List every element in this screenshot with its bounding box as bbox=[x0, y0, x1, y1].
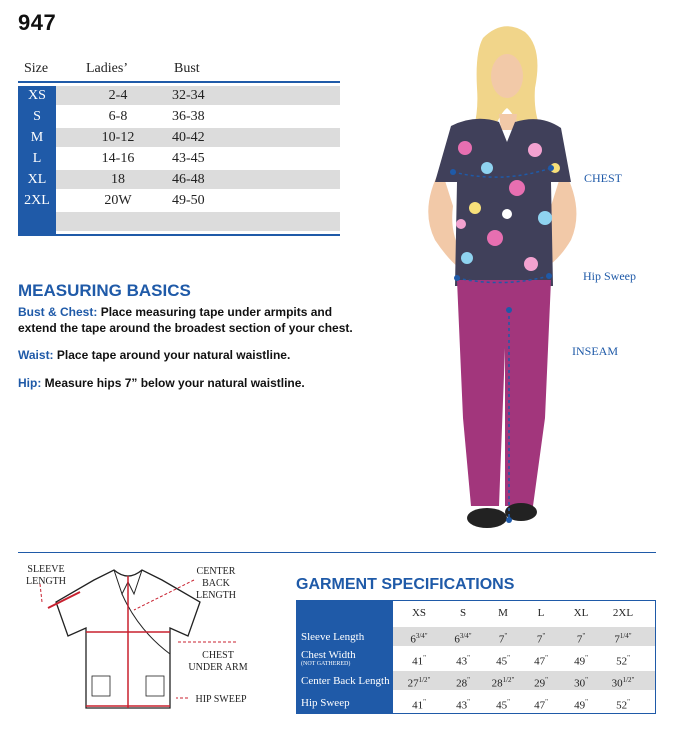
spec-value bbox=[605, 693, 641, 716]
size-row-cells bbox=[56, 107, 340, 126]
spec-value-fraction: " bbox=[627, 654, 630, 662]
spec-value bbox=[563, 693, 599, 716]
bust-value: 32-34 bbox=[172, 88, 205, 103]
spec-value-number: 30 bbox=[611, 677, 623, 690]
bust-value: 46-48 bbox=[172, 172, 205, 187]
left-shoe bbox=[467, 508, 507, 528]
spec-value-fraction: 1/4" bbox=[619, 632, 632, 640]
spec-value-number: 49 bbox=[574, 699, 586, 712]
spec-value bbox=[445, 649, 481, 672]
spec-value-fraction: " bbox=[545, 654, 548, 662]
spec-value-fraction: " bbox=[423, 698, 426, 706]
spec-value bbox=[485, 693, 521, 716]
bust-value: 36-38 bbox=[172, 109, 205, 124]
spec-value-fraction: " bbox=[627, 698, 630, 706]
spec-value bbox=[605, 671, 641, 694]
spec-row bbox=[393, 649, 655, 668]
spec-value-number: 30 bbox=[574, 677, 586, 690]
spec-value-fraction: " bbox=[585, 698, 588, 706]
spec-value-number: 7 bbox=[536, 633, 543, 646]
spec-value-number: 41 bbox=[412, 655, 424, 668]
spec-value bbox=[445, 627, 481, 650]
spec-value-fraction: " bbox=[545, 698, 548, 706]
spec-row-label bbox=[301, 697, 393, 709]
spec-value-number: 45 bbox=[496, 655, 508, 668]
size-row bbox=[18, 212, 340, 231]
ladies-size-value: 10-12 bbox=[101, 130, 135, 145]
spec-value-fraction: " bbox=[507, 654, 510, 662]
bust-chest-instruction bbox=[18, 304, 368, 336]
spec-value-number: 52 bbox=[616, 699, 628, 712]
scrub-pants bbox=[457, 280, 551, 506]
ladies-size-value: 2-4 bbox=[108, 88, 128, 103]
bust-header: Bust bbox=[174, 61, 200, 76]
spec-value bbox=[523, 627, 559, 650]
spec-row-label bbox=[301, 649, 393, 667]
waist-text: Place tape around your natural waistline. bbox=[56, 348, 291, 362]
spec-value bbox=[445, 693, 481, 716]
size-row bbox=[18, 128, 340, 147]
ladies-size-value: 20W bbox=[104, 193, 132, 208]
spec-row bbox=[393, 627, 655, 646]
ladies-size-value: 18 bbox=[111, 172, 125, 187]
spec-row bbox=[393, 693, 655, 712]
spec-value-fraction: " bbox=[582, 632, 586, 640]
size-header: Size bbox=[24, 61, 49, 76]
spec-value bbox=[485, 649, 521, 672]
size-label: 2XL bbox=[24, 193, 50, 208]
spec-size-header: S bbox=[459, 607, 467, 619]
size-label: S bbox=[33, 109, 41, 124]
spec-value bbox=[605, 627, 641, 650]
size-row-cells bbox=[56, 191, 340, 210]
spec-size-header: L bbox=[537, 607, 545, 619]
spec-value-fraction: " bbox=[507, 698, 510, 706]
bust-chest-label: Bust & Chest: bbox=[18, 305, 98, 319]
waist-instruction bbox=[18, 347, 368, 363]
spec-value-fraction: " bbox=[504, 632, 508, 640]
spec-value-number: 28 bbox=[491, 677, 503, 690]
spec-value-number: 27 bbox=[407, 677, 419, 690]
garment-specs-table bbox=[296, 600, 656, 714]
spec-value-fraction: " bbox=[585, 676, 588, 684]
spec-value-number: 6 bbox=[410, 633, 416, 646]
bust-value: 49-50 bbox=[172, 193, 205, 208]
size-row-cells bbox=[56, 128, 340, 147]
size-label: M bbox=[30, 130, 44, 145]
spec-value-fraction: 1/2" bbox=[418, 676, 431, 684]
inseam-callout: INSEAM bbox=[572, 344, 619, 358]
size-row-cells bbox=[56, 86, 340, 105]
spec-value-number: 29 bbox=[534, 677, 546, 690]
size-row-cells bbox=[56, 212, 340, 231]
size-label: L bbox=[32, 151, 42, 166]
size-chart-bottom-rule bbox=[18, 234, 340, 236]
center-back-length-label: CENTER BACK LENGTH bbox=[196, 566, 236, 601]
spec-value bbox=[523, 693, 559, 716]
spec-value-number: 7 bbox=[498, 633, 505, 646]
section-divider bbox=[18, 552, 656, 553]
spec-value-number: 47 bbox=[534, 699, 546, 712]
spec-value-number: 6 bbox=[454, 633, 460, 646]
size-row bbox=[18, 86, 340, 105]
spec-value bbox=[563, 649, 599, 672]
spec-value-number: 41 bbox=[412, 699, 424, 712]
spec-value-fraction: 1/2" bbox=[502, 676, 515, 684]
measuring-basics-title: MEASURING BASICS bbox=[18, 281, 191, 300]
spec-value-fraction: 1/2" bbox=[622, 676, 635, 684]
spec-value-fraction: " bbox=[467, 654, 470, 662]
size-row bbox=[18, 107, 340, 126]
spec-value bbox=[485, 671, 521, 694]
spec-value-number: 7 bbox=[614, 633, 620, 646]
spec-value bbox=[605, 649, 641, 672]
bust-value: 43-45 bbox=[172, 151, 205, 166]
garment-diagram bbox=[18, 558, 278, 734]
spec-value-fraction: " bbox=[585, 654, 588, 662]
hip-instruction bbox=[18, 375, 368, 391]
spec-value-number: 43 bbox=[456, 699, 468, 712]
spec-row-label-text: Hip Sweep bbox=[301, 697, 350, 709]
bust-value: 40-42 bbox=[172, 130, 205, 145]
size-chart-header bbox=[18, 58, 340, 80]
chest-callout: CHEST bbox=[584, 171, 623, 185]
ladies-size-value: 14-16 bbox=[101, 151, 135, 166]
spec-value bbox=[523, 671, 559, 694]
spec-row-sublabel: (NOT GATHERED) bbox=[301, 661, 351, 667]
spec-value-number: 52 bbox=[616, 655, 628, 668]
spec-row-label-text: Chest Width bbox=[301, 649, 356, 661]
spec-value-fraction: " bbox=[467, 676, 470, 684]
spec-value-fraction: " bbox=[545, 676, 548, 684]
spec-value bbox=[401, 693, 437, 716]
spec-value-number: 28 bbox=[456, 677, 468, 690]
hip-sweep-callout: Hip Sweep bbox=[583, 269, 636, 283]
waist-label: Waist: bbox=[18, 348, 54, 362]
size-label: XL bbox=[27, 172, 47, 187]
size-row-cells bbox=[56, 170, 340, 189]
garment-specs-title: GARMENT SPECIFICATIONS bbox=[296, 576, 515, 593]
spec-size-header: XS bbox=[411, 607, 427, 619]
size-label: XS bbox=[28, 88, 46, 103]
spec-value-fraction: " bbox=[542, 632, 546, 640]
face bbox=[491, 54, 523, 98]
hip-label: Hip: bbox=[18, 376, 42, 390]
size-row bbox=[18, 191, 340, 210]
spec-size-header: XL bbox=[573, 607, 589, 619]
spec-value bbox=[523, 649, 559, 672]
size-row bbox=[18, 170, 340, 189]
spec-row-label-text: Sleeve Length bbox=[301, 631, 365, 643]
size-chart-top-rule bbox=[18, 81, 340, 83]
spec-value bbox=[563, 671, 599, 694]
spec-row-label-text: Center Back Length bbox=[301, 675, 390, 687]
chest-under-arm-label: CHEST UNDER ARM bbox=[188, 650, 248, 673]
spec-row-label bbox=[301, 675, 393, 687]
spec-value-number: 45 bbox=[496, 699, 508, 712]
ladies-header: Ladies’ bbox=[86, 61, 128, 76]
spec-value bbox=[401, 627, 437, 650]
size-row bbox=[18, 149, 340, 168]
spec-size-header: M bbox=[498, 607, 508, 619]
hip-text: Measure hips 7” below your natural waistline. bbox=[44, 376, 305, 390]
spec-row-label bbox=[301, 631, 393, 643]
spec-value bbox=[401, 649, 437, 672]
size-row-cells bbox=[56, 149, 340, 168]
style-number: 947 bbox=[18, 10, 57, 35]
hip-sweep-label: HIP SWEEP bbox=[195, 694, 247, 705]
spec-value-fraction: 3/4" bbox=[459, 632, 472, 640]
model-photo bbox=[395, 18, 595, 548]
spec-row bbox=[393, 671, 655, 690]
sleeve-length-label: SLEEVE LENGTH bbox=[26, 564, 66, 587]
spec-value bbox=[401, 671, 437, 694]
spec-value bbox=[445, 671, 481, 694]
spec-value-fraction: " bbox=[423, 654, 426, 662]
bust-chest-text: Place measuring tape under armpits and extend the tape around the broadest section of your chest. bbox=[18, 305, 353, 335]
spec-value-fraction: " bbox=[467, 698, 470, 706]
spec-value-number: 43 bbox=[456, 655, 468, 668]
spec-value-number: 7 bbox=[576, 633, 583, 646]
spec-size-header: 2XL bbox=[612, 607, 634, 619]
spec-value-fraction: 3/4" bbox=[415, 632, 428, 640]
spec-value-number: 47 bbox=[534, 655, 546, 668]
spec-value bbox=[563, 627, 599, 650]
spec-value bbox=[485, 627, 521, 650]
ladies-size-value: 6-8 bbox=[108, 109, 128, 124]
spec-value-number: 49 bbox=[574, 655, 586, 668]
